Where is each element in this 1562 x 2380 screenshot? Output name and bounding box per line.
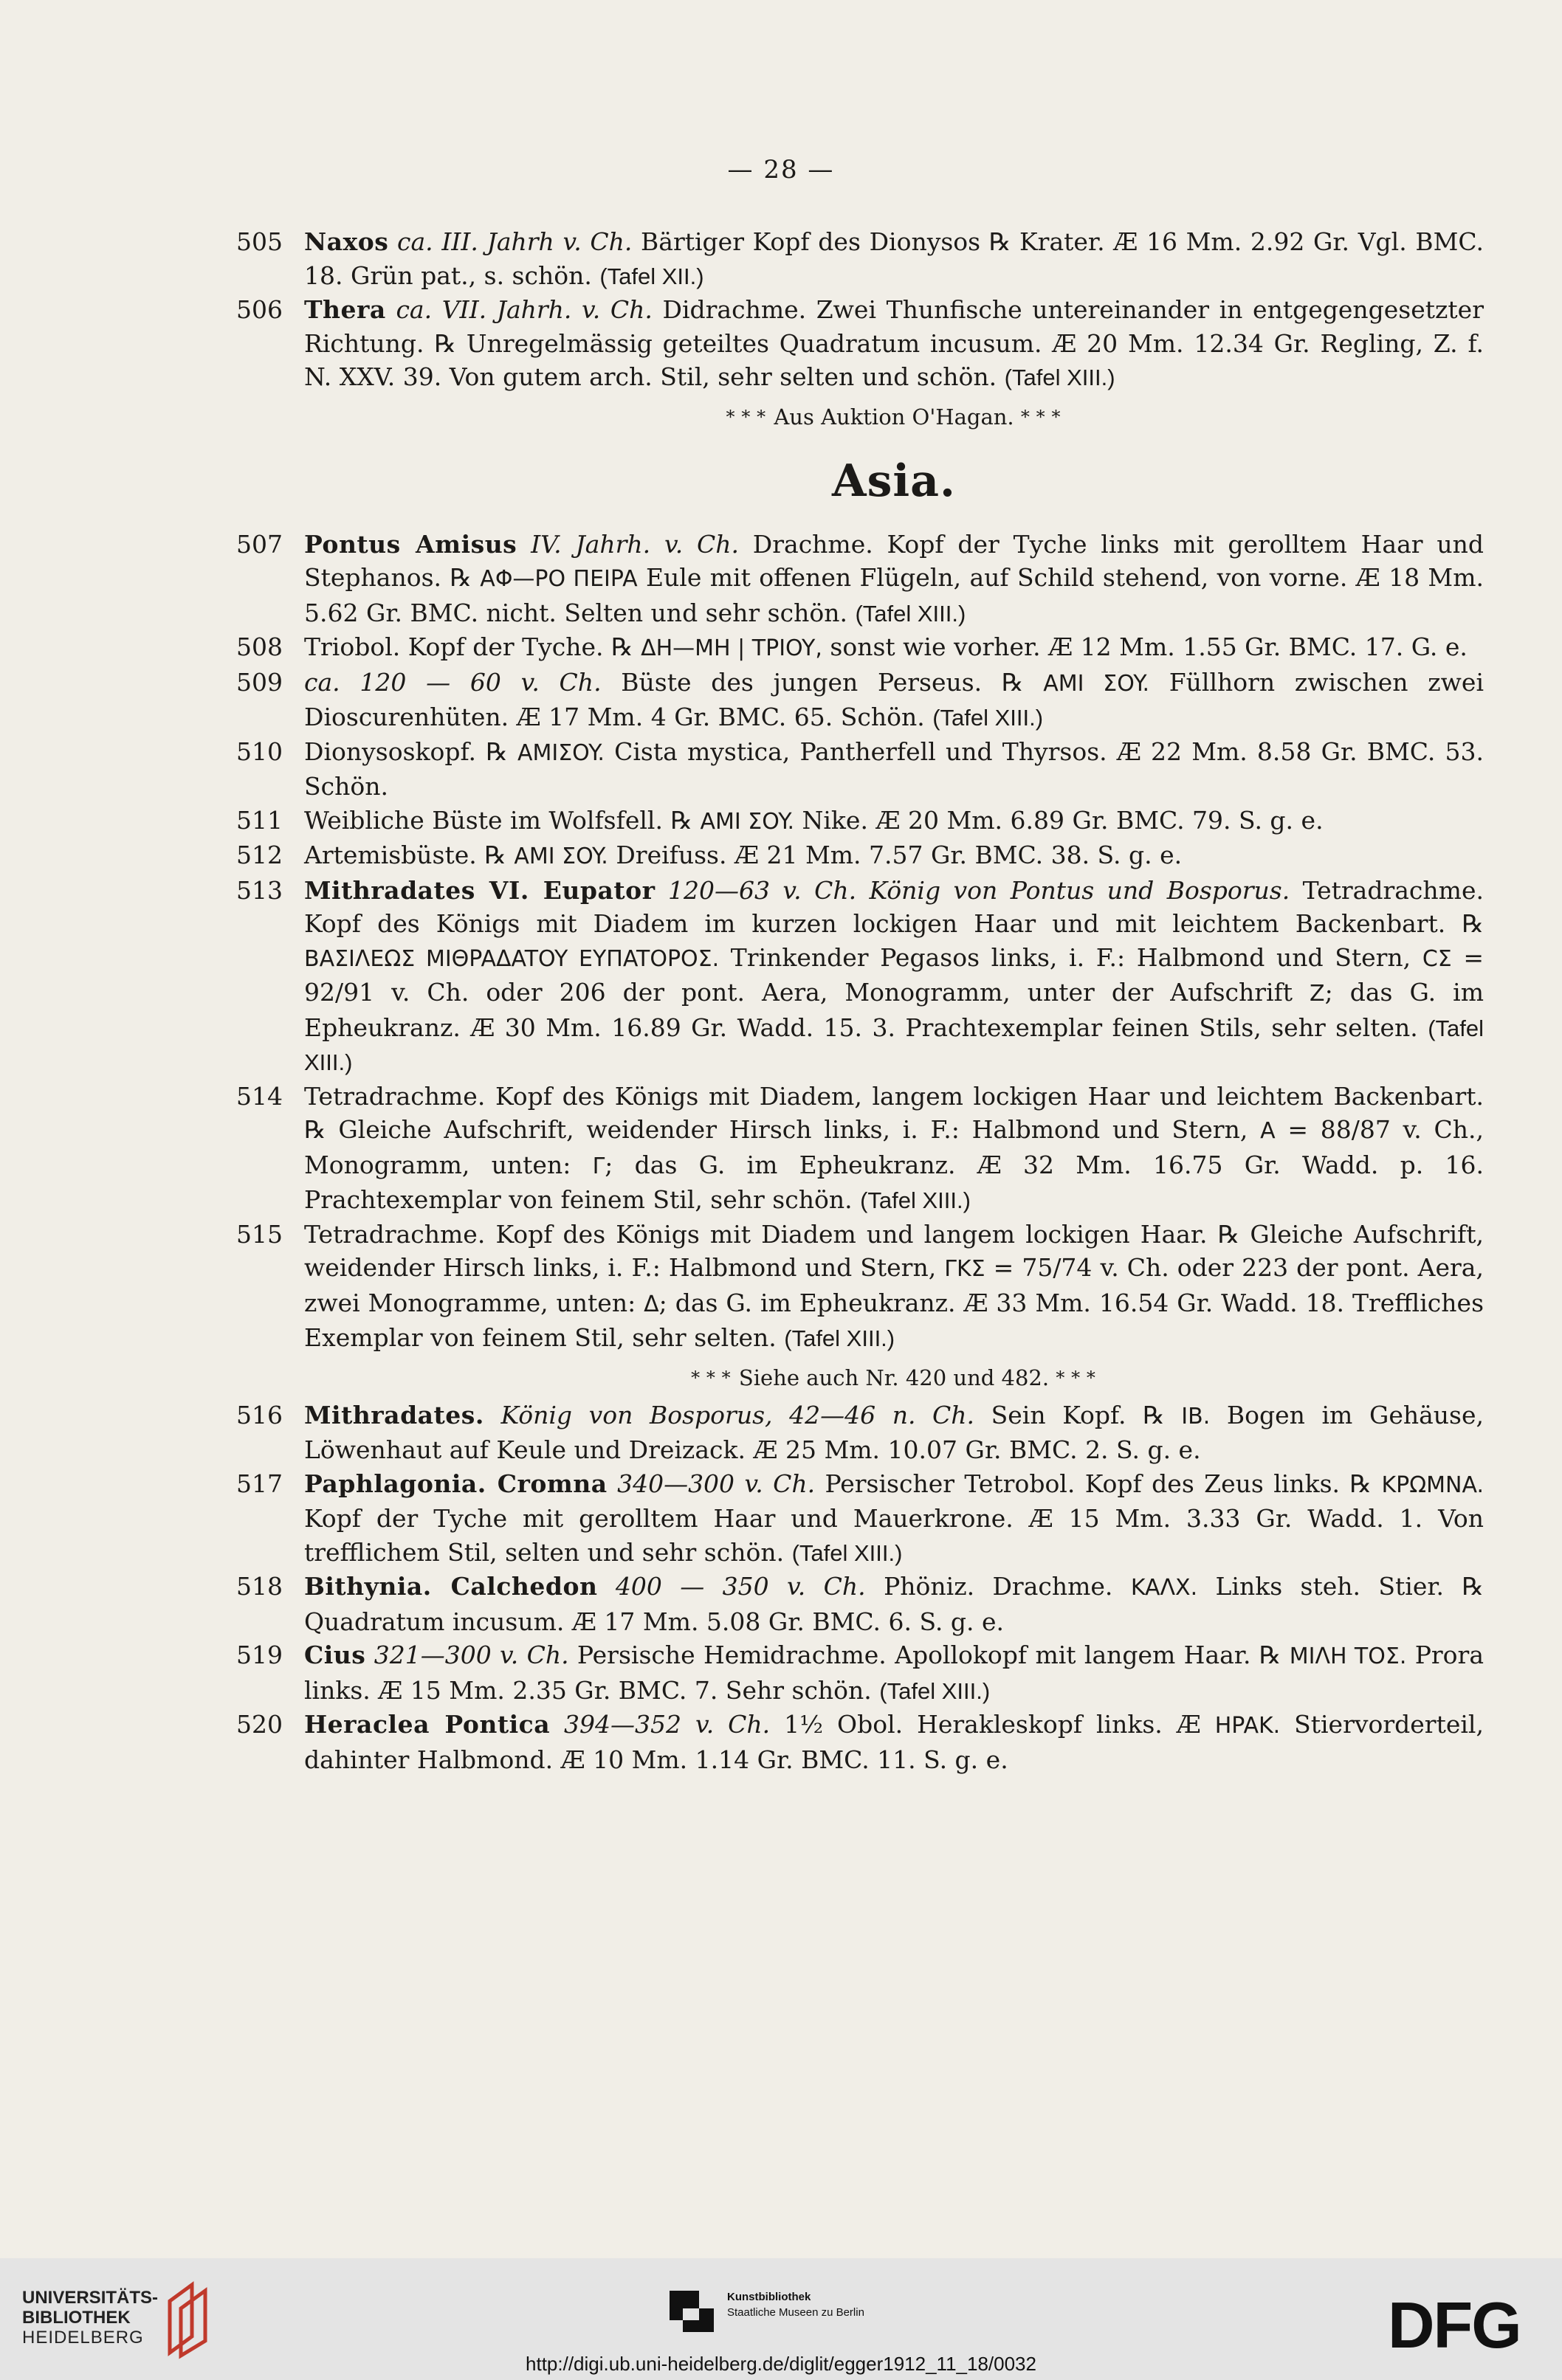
entry-text: Kopf der Tyche mit gerolltem Haar und Mauerkrone. Æ 15 Mm. 3.33 Gr. Wadd. 1. Von trefflichem Stil, selten und sehr schön. — [304, 1504, 1484, 1567]
coin-legend: ΔH—MH | TPIOY, — [641, 635, 822, 661]
entry-heading: Paphlagonia. Cromna — [304, 1469, 608, 1498]
entry-number: 516 — [236, 1400, 283, 1429]
entry-text: Cista mystica, Pantherfell und Thyrsos. Æ 22 Mm. 8.58 Gr. BMC. 53. Schön. — [304, 737, 1484, 801]
entry-text: = 75/74 v. Ch. oder 223 der pont. Aera, zwei Monogramme, unten: — [304, 1253, 1484, 1317]
auction-note-text: Aus Auktion O'Hagan. — [774, 404, 1014, 430]
catalogue-entry — [236, 1467, 1484, 1570]
entry-text — [517, 530, 531, 559]
entry-heading: Mithradates VI. Eupator — [304, 875, 656, 905]
entry-date: 340—300 v. Ch. — [617, 1469, 816, 1498]
coin-legend: KAΛX. — [1130, 1575, 1198, 1601]
plate-reference: (Tafel XII.) — [599, 263, 704, 289]
entry-text — [388, 227, 397, 256]
entry-number: 509 — [236, 667, 283, 697]
entry-date: ca. VII. Jahrh. v. Ch. — [396, 295, 653, 324]
catalogue-entry — [236, 666, 1484, 735]
catalogue-entry — [236, 1570, 1484, 1638]
logo-text-line3: HEIDELBERG — [22, 2328, 144, 2348]
viewer-footer — [0, 2258, 1562, 2380]
entry-text: Persische Hemidrachme. Apollokopf mit langem Haar. ℞ — [568, 1641, 1290, 1669]
coin-legend: HPAK. — [1214, 1713, 1281, 1739]
entry-heading: Thera — [304, 295, 386, 324]
catalogue-entry — [236, 874, 1484, 1080]
coin-legend: CΣ — [1422, 945, 1452, 972]
asterism-left: * * * — [691, 1367, 732, 1388]
entries-asia-continued — [236, 1398, 1484, 1777]
plate-reference: (Tafel XIII.) — [855, 600, 966, 627]
page-number: — 28 — — [727, 155, 835, 184]
catalogue-entry — [236, 293, 1484, 395]
catalogue-content — [236, 225, 1484, 1776]
ub-logo-mark-icon — [162, 2279, 214, 2360]
entries-before — [236, 225, 1484, 395]
asterism-right: * * * — [1020, 406, 1062, 427]
entries-asia — [236, 528, 1484, 1356]
entry-heading: Mithradates. — [304, 1400, 484, 1429]
kunstbibliothek-text — [727, 2289, 864, 2320]
entry-text — [597, 1572, 615, 1601]
entry-heading: Bithynia. Calchedon — [304, 1572, 598, 1601]
entry-date: 120—63 v. Ch. König von Pontus und Bosporus. — [667, 875, 1290, 905]
coin-legend: A — [1260, 1118, 1276, 1144]
entry-text: Triobol. Kopf der Tyche. ℞ — [304, 632, 641, 661]
catalogue-entry — [236, 1398, 1484, 1467]
entry-date: ca. 120 — 60 v. Ch. — [304, 667, 602, 697]
coin-legend: AMI ΣOY. — [514, 844, 608, 869]
entry-number: 512 — [236, 841, 283, 869]
entry-text: Artemisbüste. ℞ — [304, 841, 515, 869]
entry-text: ; das G. im Epheukranz. Æ 33 Mm. 16.54 Gr. Wadd. 18. Treffliches Exemplar von feinem Stil, sehr selten. — [304, 1288, 1484, 1352]
entry-text: Füllhorn zwischen zwei Dioscurenhüten. Æ 17 Mm. 4 Gr. BMC. 65. Schön. — [304, 667, 1484, 731]
logo-text-line1: UNIVERSITÄTS- — [22, 2288, 159, 2308]
entry-number: 507 — [236, 529, 283, 559]
section-title: Asia. — [832, 455, 956, 507]
entry-text: Bärtiger Kopf des Dionysos ℞ Krater. Æ 16 Mm. 2.92 Gr. Vgl. BMC. 18. Grün pat., s. schön. — [304, 227, 1484, 290]
entry-text — [365, 1641, 374, 1669]
entry-text: sonst wie vorher. Æ 12 Mm. 1.55 Gr. BMC. 17. G. e. — [822, 632, 1468, 661]
plate-reference: (Tafel XIII.) — [932, 705, 1044, 731]
coin-legend: KPΩMNA. — [1381, 1472, 1484, 1498]
plate-reference: (Tafel XIII.) — [879, 1677, 991, 1704]
entry-text: Persischer Tetrobol. Kopf des Zeus links. ℞ — [815, 1469, 1382, 1498]
catalogue-entry — [236, 1708, 1484, 1776]
coin-legend: AMIΣOY. — [517, 739, 605, 766]
entry-text: = 88/87 v. Ch., Monogramm, unten: — [304, 1115, 1484, 1179]
entry-heading: Heraclea Pontica — [304, 1710, 551, 1739]
entry-text — [608, 1469, 617, 1498]
coin-legend: AΦ—PO ΠEIPA — [480, 566, 638, 592]
entry-number: 517 — [236, 1469, 283, 1498]
entry-number: 520 — [236, 1710, 283, 1739]
catalogue-entry — [236, 735, 1484, 804]
coin-legend: MIΛH TOΣ. — [1289, 1643, 1407, 1669]
kb-subtitle: Staatliche Museen zu Berlin — [727, 2306, 864, 2319]
entry-text: ; das G. im Epheukranz. Æ 30 Mm. 16.89 Gr. Wadd. 15. 3. Prachtexemplar feinen Stils, sehr selten. — [304, 978, 1484, 1042]
entry-text: Stiervorderteil, dahinter Halbmond. Æ 10 Mm. 1.14 Gr. BMC. 11. S. g. e. — [304, 1710, 1484, 1774]
kunstbibliothek-logo-icon — [668, 2289, 718, 2335]
entry-heading: Cius — [304, 1641, 366, 1669]
entry-number: 518 — [236, 1572, 283, 1601]
entry-heading: Pontus Amisus — [304, 529, 517, 559]
entry-text: Trinkender Pegasos links, i. F.: Halbmond und Stern, — [719, 942, 1422, 972]
entry-date: König von Bosporus, 42—46 n. Ch. — [500, 1400, 975, 1429]
entry-text: = 92/91 v. Ch. oder 206 der pont. Aera, Monogramm, unter der Aufschrift — [304, 942, 1484, 1007]
coin-legend: IB. — [1181, 1403, 1211, 1429]
entry-number: 515 — [236, 1219, 283, 1249]
catalogue-entry — [236, 804, 1484, 839]
entry-text — [386, 295, 396, 324]
catalogue-entry — [236, 225, 1484, 293]
auction-note — [304, 401, 1484, 433]
entry-text: Nike. Æ 20 Mm. 6.89 Gr. BMC. 79. S. g. e. — [794, 805, 1324, 835]
logo-text-line2: BIBLIOTHEK — [22, 2308, 131, 2328]
coin-legend: Z — [1310, 981, 1325, 1007]
catalogue-entry — [236, 838, 1484, 874]
entry-number: 514 — [236, 1081, 283, 1111]
coin-legend: Γ — [592, 1153, 605, 1179]
catalogue-entry — [236, 1638, 1484, 1708]
coin-legend: BAΣIΛEΩΣ MIΘPAΔATOY EYΠATOPOΣ. — [304, 945, 720, 972]
entry-number: 519 — [236, 1641, 283, 1669]
entry-date: 321—300 v. Ch. — [374, 1641, 569, 1669]
entry-number: 505 — [236, 227, 283, 256]
coin-legend: Δ — [644, 1291, 659, 1317]
coin-legend: AMI ΣOY. — [700, 808, 795, 835]
entry-text: Dionysoskopf. ℞ — [304, 737, 517, 766]
entry-number: 508 — [236, 632, 283, 661]
entry-text — [656, 876, 668, 905]
coin-legend: AMI ΣOY. — [1043, 670, 1150, 697]
entry-date: 400 — 350 v. Ch. — [615, 1572, 866, 1601]
entry-text: Drachme. Kopf der Tyche links mit gerolltem Haar und Stephanos. ℞ — [304, 529, 1484, 592]
plate-reference: (Tafel XIII.) — [304, 1015, 1484, 1075]
entry-text: Dreifuss. Æ 21 Mm. 7.57 Gr. BMC. 38. S. g. e. — [608, 841, 1183, 869]
entry-text: Tetradrachme. Kopf des Königs mit Diadem im kurzen lockigen Haar und mit leichtem Backenbart. ℞ — [304, 875, 1484, 938]
catalogue-entry — [236, 630, 1484, 666]
entry-text: Tetradrachme. Kopf des Königs mit Diadem und langem lockigen Haar. ℞ Gleiche Aufschrift, weidender Hirsch links, i. F.: Halbmond und Stern, — [304, 1219, 1484, 1282]
entry-text — [484, 1401, 501, 1429]
kb-name: Kunstbibliothek — [727, 2291, 811, 2303]
plate-reference: (Tafel XIII.) — [860, 1187, 971, 1213]
entry-number: 511 — [236, 805, 283, 835]
entry-text: Prora links. Æ 15 Mm. 2.35 Gr. BMC. 7. Sehr schön. — [304, 1641, 1484, 1705]
entry-text: Eule mit offenen Flügeln, auf Schild stehend, von vorne. Æ 18 Mm. 5.62 Gr. BMC. nicht. Selten und sehr schön. — [304, 563, 1484, 627]
cross-reference-note — [304, 1362, 1484, 1394]
entry-number: 513 — [236, 875, 283, 905]
asterism-left: * * * — [726, 406, 768, 427]
plate-reference: (Tafel XIII.) — [784, 1325, 895, 1351]
entry-text: Didrachme. Zwei Thunfische untereinander in entgegengesetzter Richtung. ℞ Unregelmässig geteiltes Quadratum incusum. Æ 20 Mm. 12.34 Gr. Regling, Z. f. N. XXV. 39. Von gutem arch. Stil, sehr selten und schön. — [304, 295, 1484, 391]
entry-heading: Naxos — [304, 227, 389, 256]
entry-text: Bogen im Gehäuse, Löwenhaut auf Keule und Dreizack. Æ 25 Mm. 10.07 Gr. BMC. 2. S. g. e. — [304, 1400, 1484, 1464]
catalogue-entry — [236, 1218, 1484, 1356]
entry-text: Links steh. Stier. ℞ Quadratum incusum. Æ 17 Mm. 5.08 Gr. BMC. 6. S. g. e. — [304, 1572, 1484, 1636]
cross-reference-text: Siehe auch Nr. 420 und 482. — [738, 1365, 1050, 1390]
catalogue-entry — [236, 528, 1484, 631]
permalink-url[interactable]: http://digi.ub.uni-heidelberg.de/diglit/egger1912_11_18/0032 — [526, 2353, 1036, 2375]
plate-reference: (Tafel XIII.) — [1004, 365, 1115, 390]
entry-text — [550, 1710, 564, 1739]
entry-text: 1½ Obol. Herakleskopf links. Æ — [770, 1710, 1215, 1739]
entry-date: ca. III. Jahrh v. Ch. — [397, 227, 633, 256]
entry-date: 394—352 v. Ch. — [564, 1710, 771, 1739]
catalogue-entry — [236, 1080, 1484, 1218]
plate-reference: (Tafel XIII.) — [791, 1539, 903, 1566]
entry-text: Weibliche Büste im Wolfsfell. ℞ — [304, 805, 701, 835]
asterism-right: * * * — [1056, 1367, 1097, 1388]
entry-date: IV. Jahrh. v. Ch. — [531, 529, 739, 559]
entry-text: Büste des jungen Perseus. ℞ — [601, 667, 1044, 697]
entry-text: Sein Kopf. ℞ — [974, 1400, 1182, 1429]
entry-number: 510 — [236, 737, 283, 766]
entry-text: Tetradrachme. Kopf des Königs mit Diadem, langem lockigen Haar und leichtem Backenbart. ℞ Gleiche Aufschrift, weidender Hirsch links, i. F.: Halbmond und Stern, — [304, 1081, 1484, 1144]
entry-text: ; das G. im Epheukranz. Æ 32 Mm. 16.75 Gr. Wadd. p. 16. Prachtexemplar von feinem Stil, sehr schön. — [304, 1150, 1484, 1214]
coin-legend: ΓKΣ — [944, 1256, 985, 1282]
dfg-logo[interactable]: DFG — [1388, 2288, 1521, 2362]
entry-number: 506 — [236, 295, 283, 324]
entry-text: Phöniz. Drachme. — [865, 1572, 1131, 1601]
